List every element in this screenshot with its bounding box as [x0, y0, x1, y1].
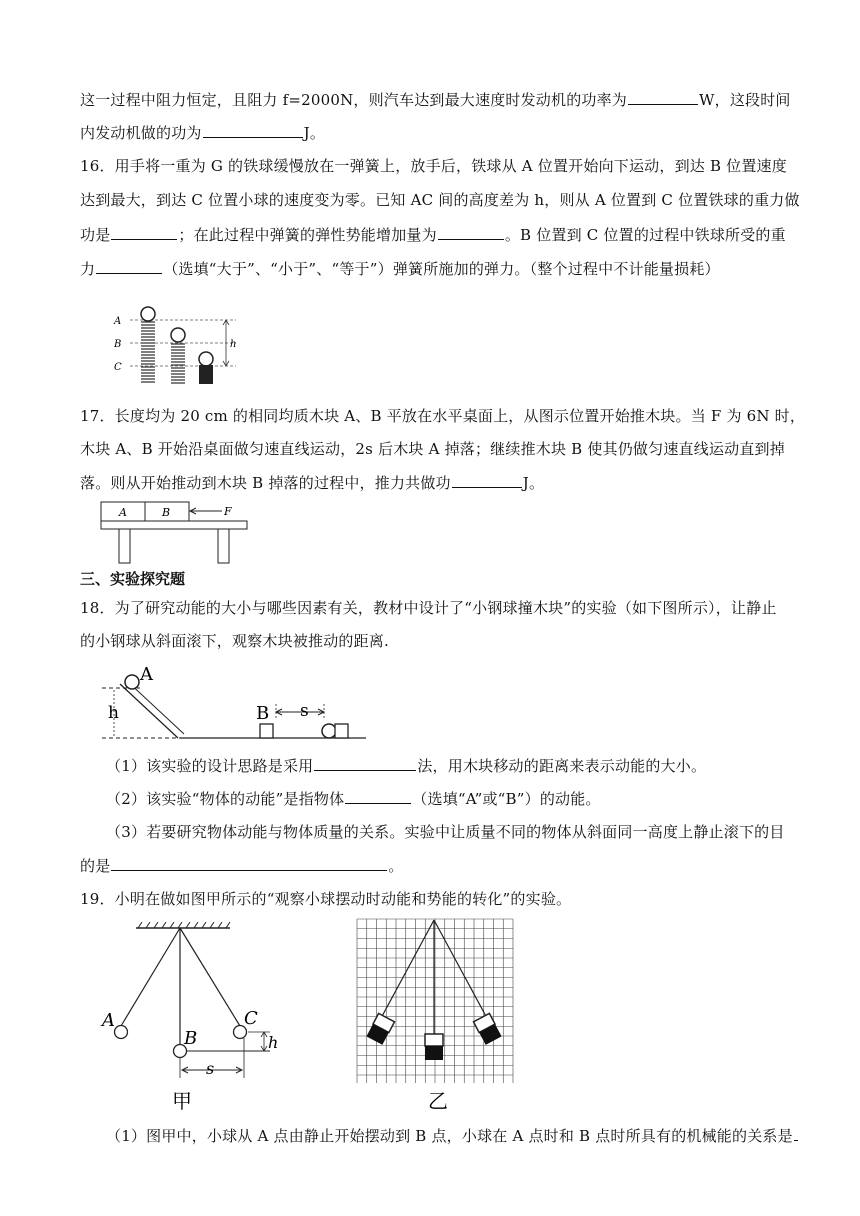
q18-text: 法，用木块移动的距离来表示动能的大小。 [417, 757, 707, 775]
q18-text: （选填“A”或“B”）的动能。 [412, 790, 601, 808]
q16-blank-gravity-work[interactable] [111, 223, 177, 240]
q17-line-1: 17．长度均为 20 cm 的相同均质木块 A、B 平放在水平桌面上，从图示位置开始推木块。当 F 为 6N 时， [80, 407, 806, 425]
caption-jia: 甲 [172, 1089, 192, 1113]
label-a: A [140, 664, 153, 685]
q19-sub-1 [106, 1124, 799, 1147]
q18-sub-3: （3）若要研究物体动能与物体质量的关系。实验中让质量不同的物体从斜面同一高度上静止滚下的目 [106, 823, 785, 841]
label-s: s [206, 1059, 215, 1078]
label-c: C [244, 1008, 258, 1029]
q15-text: 这一过程中阻力恒定，且阻力 f=2000N，则汽车达到最大速度时发动机的功率为 [80, 91, 627, 109]
moved-block [335, 724, 348, 738]
q16-text: （选填“大于”、“小于”、“等于”）弹簧所施加的弹力。（整个过程中不计能量损耗） [163, 260, 720, 278]
q19-line-1: 19．小明在做如图甲所示的“观察小球摆动时动能和势能的转化”的实验。 [80, 890, 572, 908]
q18-text: （1）该实验的设计思路是采用 [106, 757, 314, 775]
ball-c [199, 352, 213, 366]
q18-sub-1 [106, 754, 706, 777]
q18-line-2: 的小钢球从斜面滚下，观察木块被推动的距离. [80, 632, 389, 650]
q18-sub-2 [106, 787, 601, 810]
q17-text: 落。则从开始推动到木块 B 掉落的过程中，推力共做功 [80, 474, 451, 492]
q15-text: J。 [303, 124, 326, 142]
label-s: s [300, 701, 309, 721]
q19-text: （1）图甲中，小球从 A 点由静止开始摆动到 B 点，小球在 A 点时和 B 点时所具有的机械能的关系是 [106, 1127, 793, 1145]
q15-blank-work[interactable] [203, 121, 303, 138]
label-b: B [256, 703, 270, 724]
q15-line-2 [80, 121, 325, 144]
ball-b [171, 328, 185, 342]
q16-text: 。B 位置到 C 位置的过程中铁球所受的重 [504, 226, 786, 244]
q19-blank-relation[interactable] [794, 1124, 798, 1141]
q15-text: W，这段时间 [699, 91, 791, 109]
label-b: B [184, 1028, 198, 1049]
spring-1 [141, 322, 155, 382]
q16-blank-elastic-energy[interactable] [438, 223, 504, 240]
q17-line-2: 木块 A、B 开始沿桌面做匀速直线运动，2s 后木块 A 掉落；继续推木块 B 使其仍做匀速直线运动直到掉 [80, 440, 785, 458]
q18-sub-3-line-2 [80, 854, 404, 877]
moved-ball [322, 724, 336, 738]
label-b: B [114, 339, 122, 350]
label-h: h [108, 703, 119, 723]
q17-blank-work[interactable] [452, 471, 522, 488]
label-c: C [114, 362, 122, 373]
q15-blank-power[interactable] [628, 88, 698, 105]
q16-text: 功是 [80, 226, 111, 244]
label-h: h [230, 339, 237, 350]
q16-line-2: 达到最大，到达 C 位置小球的速度变为零。已知 AC 间的高度差为 h，则从 A 位置到 C 位置铁球的重力做 [80, 191, 800, 209]
ball-a [115, 1026, 128, 1039]
table-leg-left [119, 529, 130, 563]
label-a: A [119, 506, 127, 519]
q16-text: ；在此过程中弹簧的弹性势能增加量为 [178, 226, 437, 244]
ramp-figure [100, 660, 370, 744]
q16-blank-compare[interactable] [96, 257, 162, 274]
q17-text: J。 [522, 474, 545, 492]
weight-left [366, 1013, 394, 1044]
section-heading: 三、实验探究题 [80, 570, 186, 588]
q16-text: 力 [80, 260, 96, 278]
q16-line-3 [80, 223, 786, 246]
ball-a [141, 307, 155, 321]
q18-text: 的是 [80, 857, 111, 875]
table-blocks-figure [100, 500, 252, 566]
q16-line-4 [80, 257, 720, 280]
pendulum-figure-jia [100, 918, 290, 1114]
label-a: A [114, 316, 122, 327]
label-f: F [224, 505, 232, 518]
label-h: h [268, 1033, 279, 1052]
q16-line-1: 16．用手将一重为 G 的铁球缓慢放在一弹簧上，放手后，铁球从 A 位置开始向下运动，到达 B 位置速度 [80, 157, 787, 175]
label-b: B [162, 506, 171, 519]
q18-line-1: 18．为了研究动能的大小与哪些因素有关，教材中设计了“小钢球撞木块”的实验（如下图所示），让静止 [80, 599, 777, 617]
block-b [260, 724, 273, 738]
label-a: A [102, 1010, 115, 1031]
weight-right [473, 1013, 501, 1044]
q15-text: 内发动机做的功为 [80, 124, 202, 142]
q17-line-3 [80, 471, 544, 494]
q18-text: 。 [388, 857, 404, 875]
steel-ball [125, 675, 139, 689]
spring-figure [108, 305, 248, 387]
spring-2 [171, 344, 185, 383]
table-leg-right [218, 529, 229, 563]
incline [120, 684, 178, 738]
pendulum-figure-yi [356, 918, 516, 1114]
q18-text: （2）该实验“物体的动能”是指物体 [106, 790, 345, 808]
tabletop [101, 521, 247, 529]
caption-yi: 乙 [428, 1089, 448, 1113]
q15-line-1 [80, 88, 791, 111]
q18-blank-purpose[interactable] [111, 854, 387, 871]
q18-blank-object[interactable] [345, 787, 411, 804]
spring-3 [199, 365, 213, 384]
weight-center [425, 1034, 443, 1060]
q18-blank-method[interactable] [314, 754, 416, 771]
